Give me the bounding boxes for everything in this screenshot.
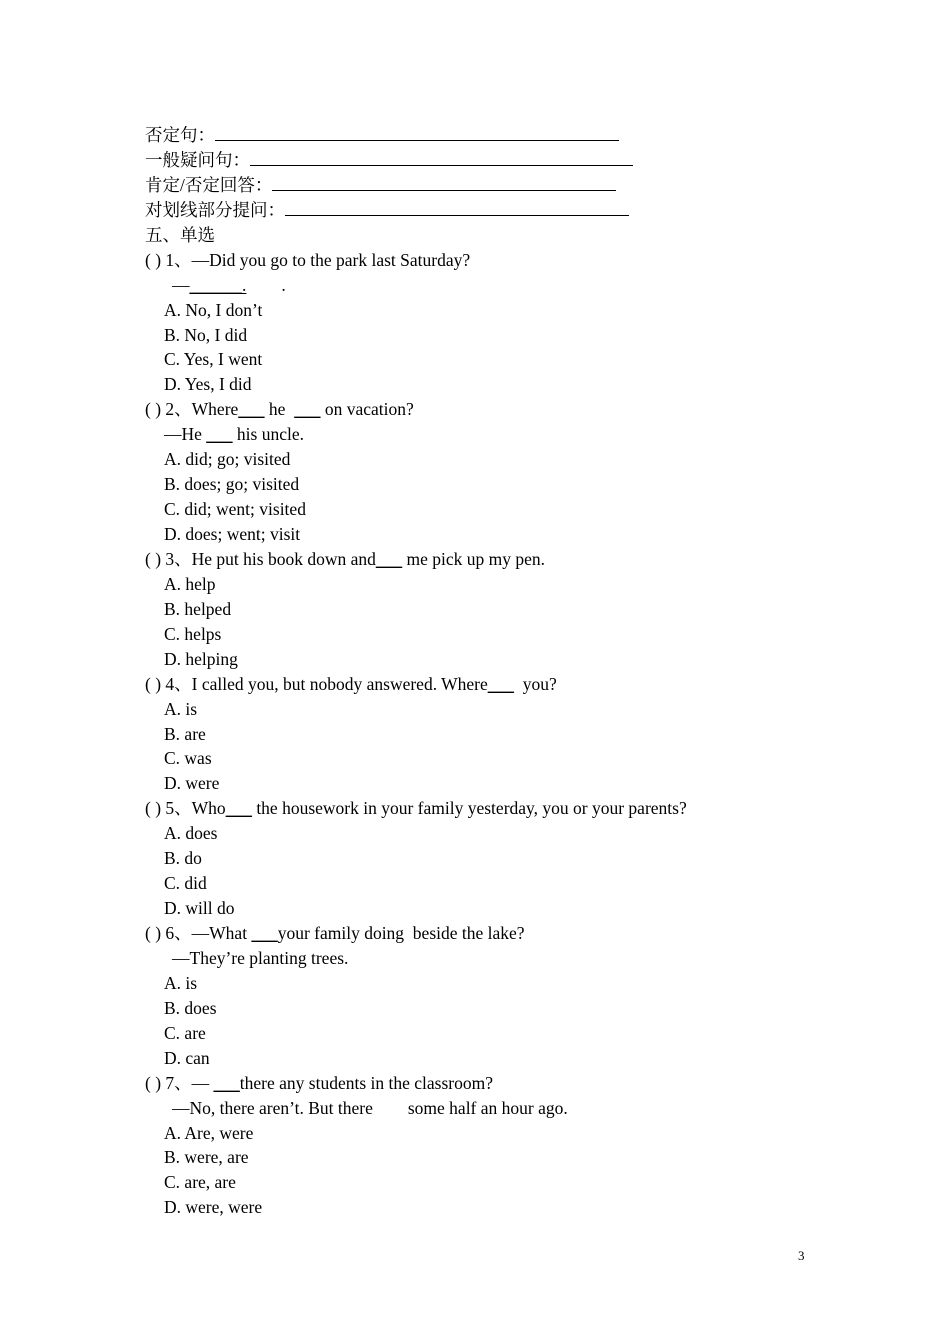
question-response: —______. .	[172, 274, 286, 295]
question-response: —They’re planting trees.	[172, 947, 349, 968]
option-a: A. did; go; visited	[164, 449, 291, 470]
option-c: C. did; went; visited	[164, 499, 306, 520]
response-blank: ______.	[189, 274, 247, 295]
answer-blank	[272, 174, 616, 191]
option-b: B. were, are	[164, 1147, 249, 1168]
option-d: D. can	[164, 1047, 210, 1068]
option-b: B. are	[164, 723, 206, 744]
option-a: A. Are, were	[164, 1122, 254, 1143]
question-stem: ( ) 6、—What ___your family doing beside the lake?	[145, 923, 525, 943]
stem-blank: ___	[294, 399, 321, 420]
option-a: A. help	[164, 573, 216, 594]
option-c: C. Yes, I went	[164, 349, 263, 370]
option-c: C. was	[164, 748, 212, 769]
option-b: B. does	[164, 997, 217, 1018]
response-blank: ___	[206, 424, 233, 445]
option-d: D. helping	[164, 648, 238, 669]
answer-blank	[250, 149, 633, 166]
option-b: B. does; go; visited	[164, 474, 300, 495]
option-d: D. were	[164, 773, 220, 794]
question-stem: ( ) 3、He put his book down and___ me pick up my pen.	[145, 548, 546, 569]
yesno-question-label: 一般疑问句：	[145, 149, 250, 170]
option-d: D. will do	[164, 898, 235, 919]
option-b: B. do	[164, 848, 202, 869]
underlined-question-line	[145, 198, 825, 223]
option-a: A. No, I don’t	[164, 299, 263, 320]
option-a: A. does	[164, 823, 218, 844]
stem-blank: ___	[375, 548, 403, 569]
option-c: C. are, are	[164, 1172, 236, 1193]
short-answers-label: 肯定/否定回答：	[145, 174, 273, 195]
stem-blank: ___	[251, 923, 278, 943]
underlined-question-label: 对划线部分提问：	[145, 199, 285, 220]
section-title: 五、单选	[145, 224, 215, 245]
option-b: B. No, I did	[164, 324, 248, 345]
stem-blank: ___	[225, 798, 252, 819]
option-b: B. helped	[164, 598, 232, 619]
option-d: D. Yes, I did	[164, 374, 252, 395]
option-c: C. did	[164, 873, 207, 894]
stem-blank: ___	[238, 399, 265, 420]
yesno-question-line	[145, 148, 825, 173]
option-c: C. are	[164, 1022, 206, 1043]
worksheet	[145, 123, 825, 1220]
stem-blank: ___	[213, 1072, 240, 1093]
question-response: —No, there aren’t. But there some half an hour ago.	[172, 1097, 568, 1118]
question-stem: ( ) 1、—Did you go to the park last Saturday?	[145, 249, 471, 270]
page-number: 3	[798, 1248, 805, 1263]
question-stem: ( ) 7、— ___there any students in the classroom?	[145, 1072, 493, 1093]
question-response: —He ___ his uncle.	[164, 424, 304, 445]
negative-sentence-label: 否定句：	[145, 125, 215, 145]
answer-blank	[215, 124, 619, 141]
option-d: D. does; went; visit	[164, 524, 301, 544]
option-c: C. helps	[164, 623, 222, 644]
option-a: A. is	[164, 698, 198, 719]
question-stem: ( ) 5、Who___ the housework in your family yesterday, you or your parents?	[145, 798, 687, 819]
question-stem: ( ) 4、I called you, but nobody answered. Where___ you?	[145, 673, 557, 694]
answer-blank	[285, 199, 629, 216]
option-a: A. is	[164, 972, 198, 993]
stem-blank: ___	[487, 673, 515, 694]
option-d: D. were, were	[164, 1197, 263, 1218]
question-stem: ( ) 2、Where___ he ___ on vacation?	[145, 399, 414, 420]
short-answers-line	[145, 173, 825, 198]
negative-sentence-line	[145, 123, 825, 148]
